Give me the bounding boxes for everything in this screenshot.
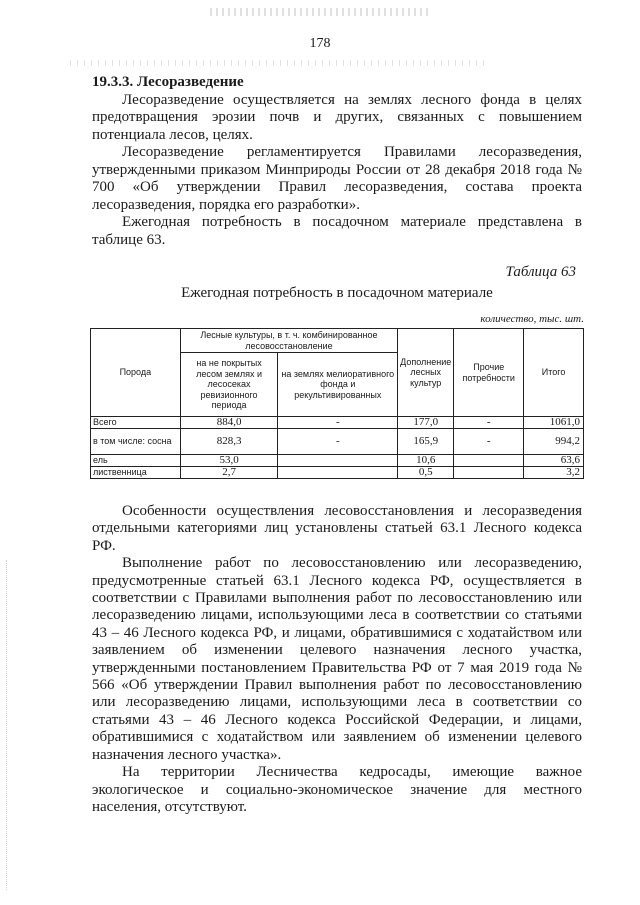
cell-supplement: 165,9 bbox=[398, 429, 454, 455]
section-intro bbox=[92, 74, 582, 249]
scan-artifact bbox=[6, 560, 7, 890]
paragraph: Лесоразведение осуществляется на землях лесного фонда в целях предотвращения эрозии почв и других, связанных с повышением потенциала лесов, целях. bbox=[92, 91, 582, 143]
header-supplement: Дополнение лесных культур bbox=[398, 329, 454, 417]
paragraph: На территории Лесничества кедросады, имеющие важное экологическое и социально-экономическое значение для местного населения, отсутствуют. bbox=[92, 764, 582, 815]
cell-total: 1061,0 bbox=[524, 417, 584, 429]
cell-other bbox=[454, 467, 524, 479]
cell-species: в том числе: сосна bbox=[91, 429, 181, 455]
cell-total: 994,2 bbox=[524, 429, 584, 455]
cell-other: - bbox=[454, 417, 524, 429]
table-row bbox=[91, 417, 584, 429]
page-number: 178 bbox=[309, 36, 331, 51]
paragraph: Ежегодная потребность в посадочном материале представлена в таблице 63. bbox=[92, 214, 582, 248]
header-total: Итого bbox=[524, 329, 584, 417]
table-header-row bbox=[91, 329, 584, 353]
table-units: количество, тыс. шт. bbox=[480, 313, 584, 325]
cell-species: Всего bbox=[91, 417, 181, 429]
cell-reclamation: - bbox=[278, 429, 398, 455]
cell-supplement: 177,0 bbox=[398, 417, 454, 429]
paragraph: Лесоразведение регламентируется Правилами лесоразведения, утвержденными приказом Минприроды России от 28 декабря 2018 года № 700 «Об утверждении Правил лесоразведения, состава проекта лесоразведения, порядка его разработки». bbox=[92, 144, 582, 213]
table-title: Ежегодная потребность в посадочном материале bbox=[181, 285, 493, 301]
cell-supplement: 10,6 bbox=[398, 455, 454, 467]
section-heading: 19.3.3. Лесоразведение bbox=[92, 74, 244, 90]
header-reclamation: на землях мелиоративного фонда и рекультивированных bbox=[278, 353, 398, 417]
cell-not-covered: 884,0 bbox=[180, 417, 278, 429]
cell-total: 63,6 bbox=[524, 455, 584, 467]
header-other: Прочие потребности bbox=[454, 329, 524, 417]
scan-artifact bbox=[70, 60, 490, 66]
table-row bbox=[91, 455, 584, 467]
cell-reclamation bbox=[278, 467, 398, 479]
cell-not-covered: 828,3 bbox=[180, 429, 278, 455]
scan-artifact bbox=[210, 8, 430, 16]
cell-supplement: 0,5 bbox=[398, 467, 454, 479]
table-label: Таблица 63 bbox=[505, 264, 576, 280]
table-row bbox=[91, 429, 584, 455]
cell-not-covered: 2,7 bbox=[180, 467, 278, 479]
cell-total: 3,2 bbox=[524, 467, 584, 479]
header-not-covered: на не покрытых лесом землях и лесосеках ревизионного периода bbox=[180, 353, 278, 417]
section-conclusion bbox=[92, 503, 582, 816]
planting-material-table bbox=[90, 328, 584, 479]
cell-other: - bbox=[454, 429, 524, 455]
paragraph: Особенности осуществления лесовосстановления и лесоразведения отдельными категориями лиц установлены статьей 63.1 Лесного кодекса РФ. bbox=[92, 503, 582, 554]
cell-other bbox=[454, 455, 524, 467]
cell-reclamation bbox=[278, 455, 398, 467]
cell-not-covered: 53,0 bbox=[180, 455, 278, 467]
cell-species: ель bbox=[91, 455, 181, 467]
table-row bbox=[91, 467, 584, 479]
cell-species: лиственница bbox=[91, 467, 181, 479]
paragraph: Выполнение работ по лесовосстановлению или лесоразведению, предусмотренные статьей 63.1 Лесного кодекса РФ, осуществляется в соответствии с Правилами выполнения работ по лесовосстановлению или лесоразведению лицами, использующими леса в соответствии со статьями 43 – 46 Лесного кодекса РФ, и лицами, обратившимися с ходатайством или заявлением об изменении целевого назначения лесного участка, утвержденными постановлением Правительства РФ от 7 мая 2019 года № 566 «Об утверждении Правил выполнения работ по лесовосстановлению или лесоразведению лицами, использующими леса в соответствии со статьями 43 – 46 Лесного кодекса Российской Федерации, и лицами, обратившимися с ходатайством или заявлением об изменении целевого назначения лесного участка». bbox=[92, 555, 582, 763]
header-species: Порода bbox=[91, 329, 181, 417]
cell-reclamation: - bbox=[278, 417, 398, 429]
header-forest-cultures: Лесные культуры, в т. ч. комбинированное лесовосстановление bbox=[180, 329, 397, 353]
